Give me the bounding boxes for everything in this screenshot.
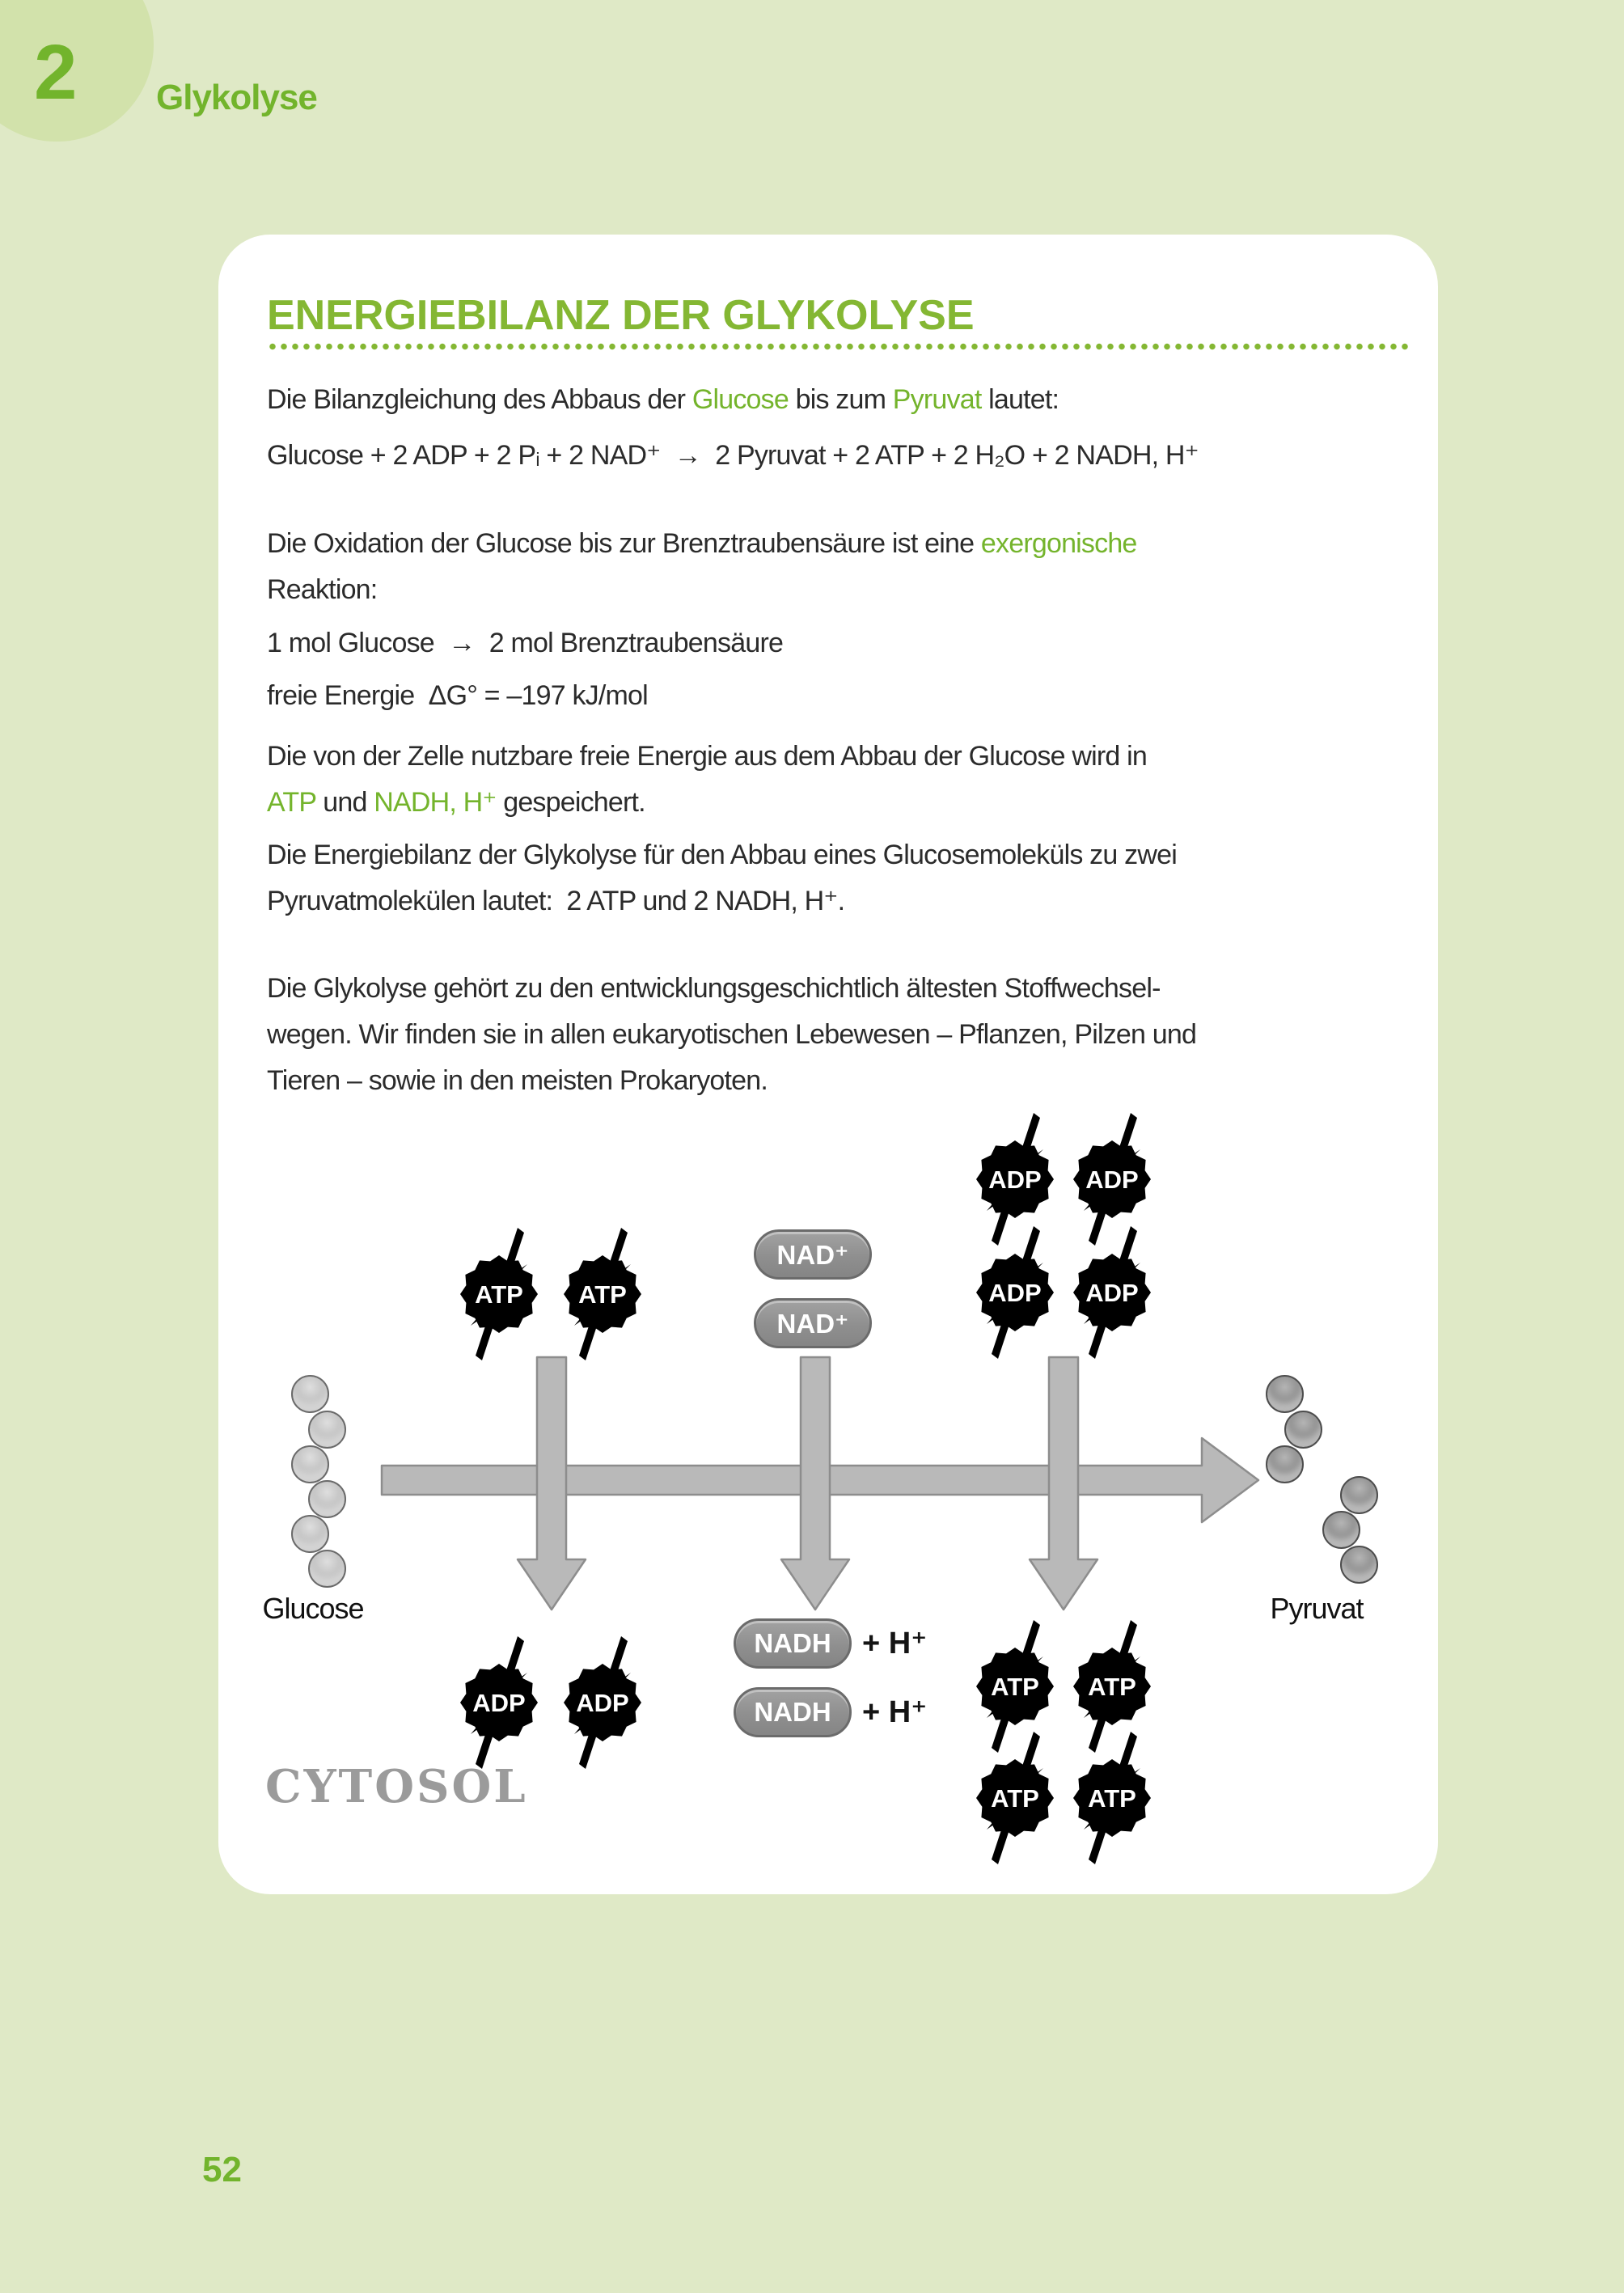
atp-label: ATP — [475, 1280, 523, 1309]
text-segment: bis zum — [788, 384, 893, 415]
adp-label: ADP — [472, 1689, 526, 1717]
pyruvat-ball — [1322, 1511, 1360, 1549]
atp-label: ATP — [578, 1280, 627, 1309]
nadh-label: NADH — [754, 1697, 831, 1727]
adp-molecule — [1059, 1224, 1165, 1361]
adp-label: ADP — [988, 1279, 1042, 1307]
text-segment-atp: ATP — [267, 787, 316, 818]
text-segment: gespeichert. — [496, 787, 645, 818]
atp-label: ATP — [991, 1784, 1039, 1813]
body-text-line: Die Glykolyse gehört zu den entwicklungsgeschichtlich ältesten Stoffwechsel- — [267, 973, 1161, 1004]
nad-plus-pill — [754, 1298, 872, 1348]
nad-label: NAD⁺ — [776, 1308, 849, 1339]
text-segment-glucose: Glucose — [691, 384, 789, 415]
pyruvat-ball — [1266, 1445, 1304, 1483]
pyruvat-label: Pyruvat — [1270, 1592, 1364, 1625]
section-title: ENERGIEBILANZ DER GLYKOLYSE — [267, 292, 975, 339]
glucose-ball — [308, 1480, 346, 1518]
glucose-ball — [291, 1515, 329, 1553]
free-energy-line: freie Energie ΔG° = –197 kJ/mol — [267, 680, 648, 711]
glucose-ball — [291, 1375, 329, 1413]
text-segment-pyruvat: Pyruvat — [892, 384, 982, 415]
glucose-ball — [308, 1411, 346, 1449]
body-text-line: wegen. Wir finden sie in allen eukaryotischen Lebewesen – Pflanzen, Pilzen und — [267, 1019, 1197, 1050]
pyruvat-ball — [1284, 1411, 1322, 1449]
pyruvat-ball — [1340, 1476, 1378, 1514]
atp-molecule — [550, 1225, 655, 1363]
glucose-ball — [291, 1445, 329, 1483]
adp-label: ADP — [1085, 1166, 1139, 1194]
plus-h-label: + H⁺ — [862, 1627, 928, 1661]
atp-molecule — [962, 1729, 1068, 1867]
text-segment: und — [315, 787, 374, 818]
body-text-line: Die Energiebilanz der Glykolyse für den Abbau eines Glucosemoleküls zu zwei — [267, 840, 1177, 870]
atp-molecule — [1059, 1729, 1165, 1867]
glucose-ball — [308, 1550, 346, 1588]
page-number: 52 — [202, 2150, 242, 2189]
nadh-pill — [734, 1618, 852, 1669]
adp-label: ADP — [988, 1166, 1042, 1194]
atp-label: ATP — [1088, 1784, 1136, 1813]
text-segment-nadh: NADH, H⁺ — [374, 787, 497, 818]
adp-label: ADP — [576, 1689, 629, 1717]
nad-label: NAD⁺ — [776, 1239, 849, 1270]
glucose-label: Glucose — [262, 1592, 364, 1625]
nadh-pill — [734, 1687, 852, 1737]
body-text-line: Tieren – sowie in den meisten Prokaryoten. — [267, 1065, 768, 1096]
chapter-number: 2 — [34, 29, 78, 116]
text-segment-exergonisch: exergonische — [980, 528, 1137, 559]
atp-label: ATP — [1088, 1673, 1136, 1701]
body-text-line — [267, 786, 645, 819]
step-arrow-2 — [778, 1356, 852, 1613]
body-text-line — [267, 527, 1137, 561]
body-text-line: Pyruvatmolekülen lautet: 2 ATP und 2 NADH, H⁺. — [267, 886, 845, 916]
text-segment: Die Oxidation der Glucose bis zur Brenztraubensäure ist eine — [267, 528, 981, 559]
pyruvat-ball — [1340, 1546, 1378, 1584]
reaction-line: 1 mol Glucose → 2 mol Brenztraubensäure — [267, 628, 784, 658]
adp-molecule — [962, 1224, 1068, 1361]
pyruvat-ball — [1266, 1375, 1304, 1413]
nadh-label: NADH — [754, 1628, 831, 1658]
body-text-line — [267, 383, 1059, 417]
adp-molecule — [446, 1634, 552, 1771]
plus-h-label: + H⁺ — [862, 1695, 928, 1729]
body-text-line: Reaktion: — [267, 574, 378, 605]
cytosol-label: CYTOSOL — [265, 1760, 528, 1813]
dotted-divider — [267, 343, 1412, 350]
text-segment: Die Bilanzgleichung des Abbaus der — [267, 384, 692, 415]
adp-label: ADP — [1085, 1279, 1139, 1307]
text-segment: lautet: — [981, 384, 1059, 415]
chapter-title: Glykolyse — [156, 78, 317, 117]
step-arrow-3 — [1026, 1356, 1101, 1613]
step-arrow-1 — [514, 1356, 589, 1613]
equation-line: Glucose + 2 ADP + 2 Pᵢ + 2 NAD⁺ → 2 Pyruvat + 2 ATP + 2 H₂O + 2 NADH, H⁺ — [267, 440, 1199, 471]
adp-molecule — [550, 1634, 655, 1771]
nad-plus-pill — [754, 1229, 872, 1280]
atp-label: ATP — [991, 1673, 1039, 1701]
atp-molecule — [446, 1225, 552, 1363]
body-text-line: Die von der Zelle nutzbare freie Energie aus dem Abbau der Glucose wird in — [267, 741, 1147, 772]
